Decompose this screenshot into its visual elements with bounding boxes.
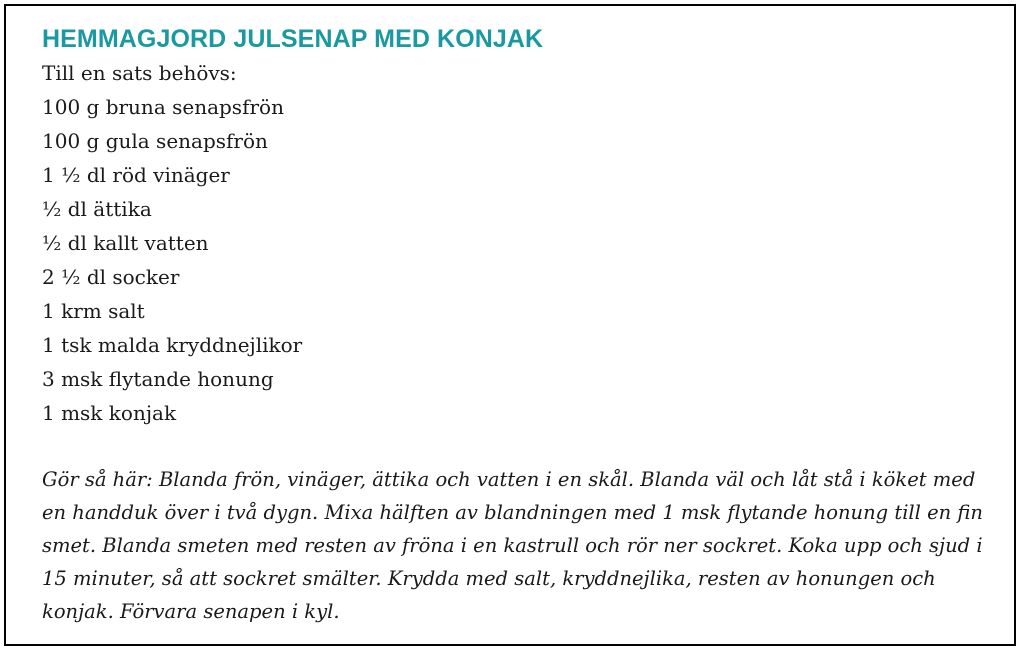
ingredient-list <box>42 90 994 430</box>
ingredient-item: 100 g bruna senapsfrön <box>42 95 284 119</box>
ingredient-item: 100 g gula senapsfrön <box>42 129 268 153</box>
ingredient-item: 2 ½ dl socker <box>42 265 180 289</box>
ingredient-item: 1 msk konjak <box>42 401 177 425</box>
ingredient-item: 1 krm salt <box>42 299 145 323</box>
recipe-card <box>4 4 1016 646</box>
ingredient-item: 3 msk flytande honung <box>42 367 274 391</box>
ingredient-item: 1 ½ dl röd vinäger <box>42 163 230 187</box>
recipe-title: HEMMAGJORD JULSENAP MED KONJAK <box>42 25 544 53</box>
ingredient-item: ½ dl kallt vatten <box>42 231 209 255</box>
ingredients-intro: Till en sats behövs: <box>42 61 237 85</box>
ingredient-item: ½ dl ättika <box>42 197 152 221</box>
ingredient-item: 1 tsk malda kryddnejlikor <box>42 333 303 357</box>
recipe-instructions: Gör så här: Blanda frön, vinäger, ättika och vatten i en skål. Blanda väl och låt stå i köket med en handduk över i två dygn. Mixa hälften av blandningen med 1 msk flytande honung till en fin smet. Blanda smeten med resten av fröna i en kastrull och rör ner sockret. Koka upp och sjud i 15 minuter, så att sockret smälter. Krydda med salt, kryddnejlika, resten av honungen och konjak. Förvara senapen i kyl. <box>42 468 983 623</box>
recipe-content <box>42 22 994 628</box>
